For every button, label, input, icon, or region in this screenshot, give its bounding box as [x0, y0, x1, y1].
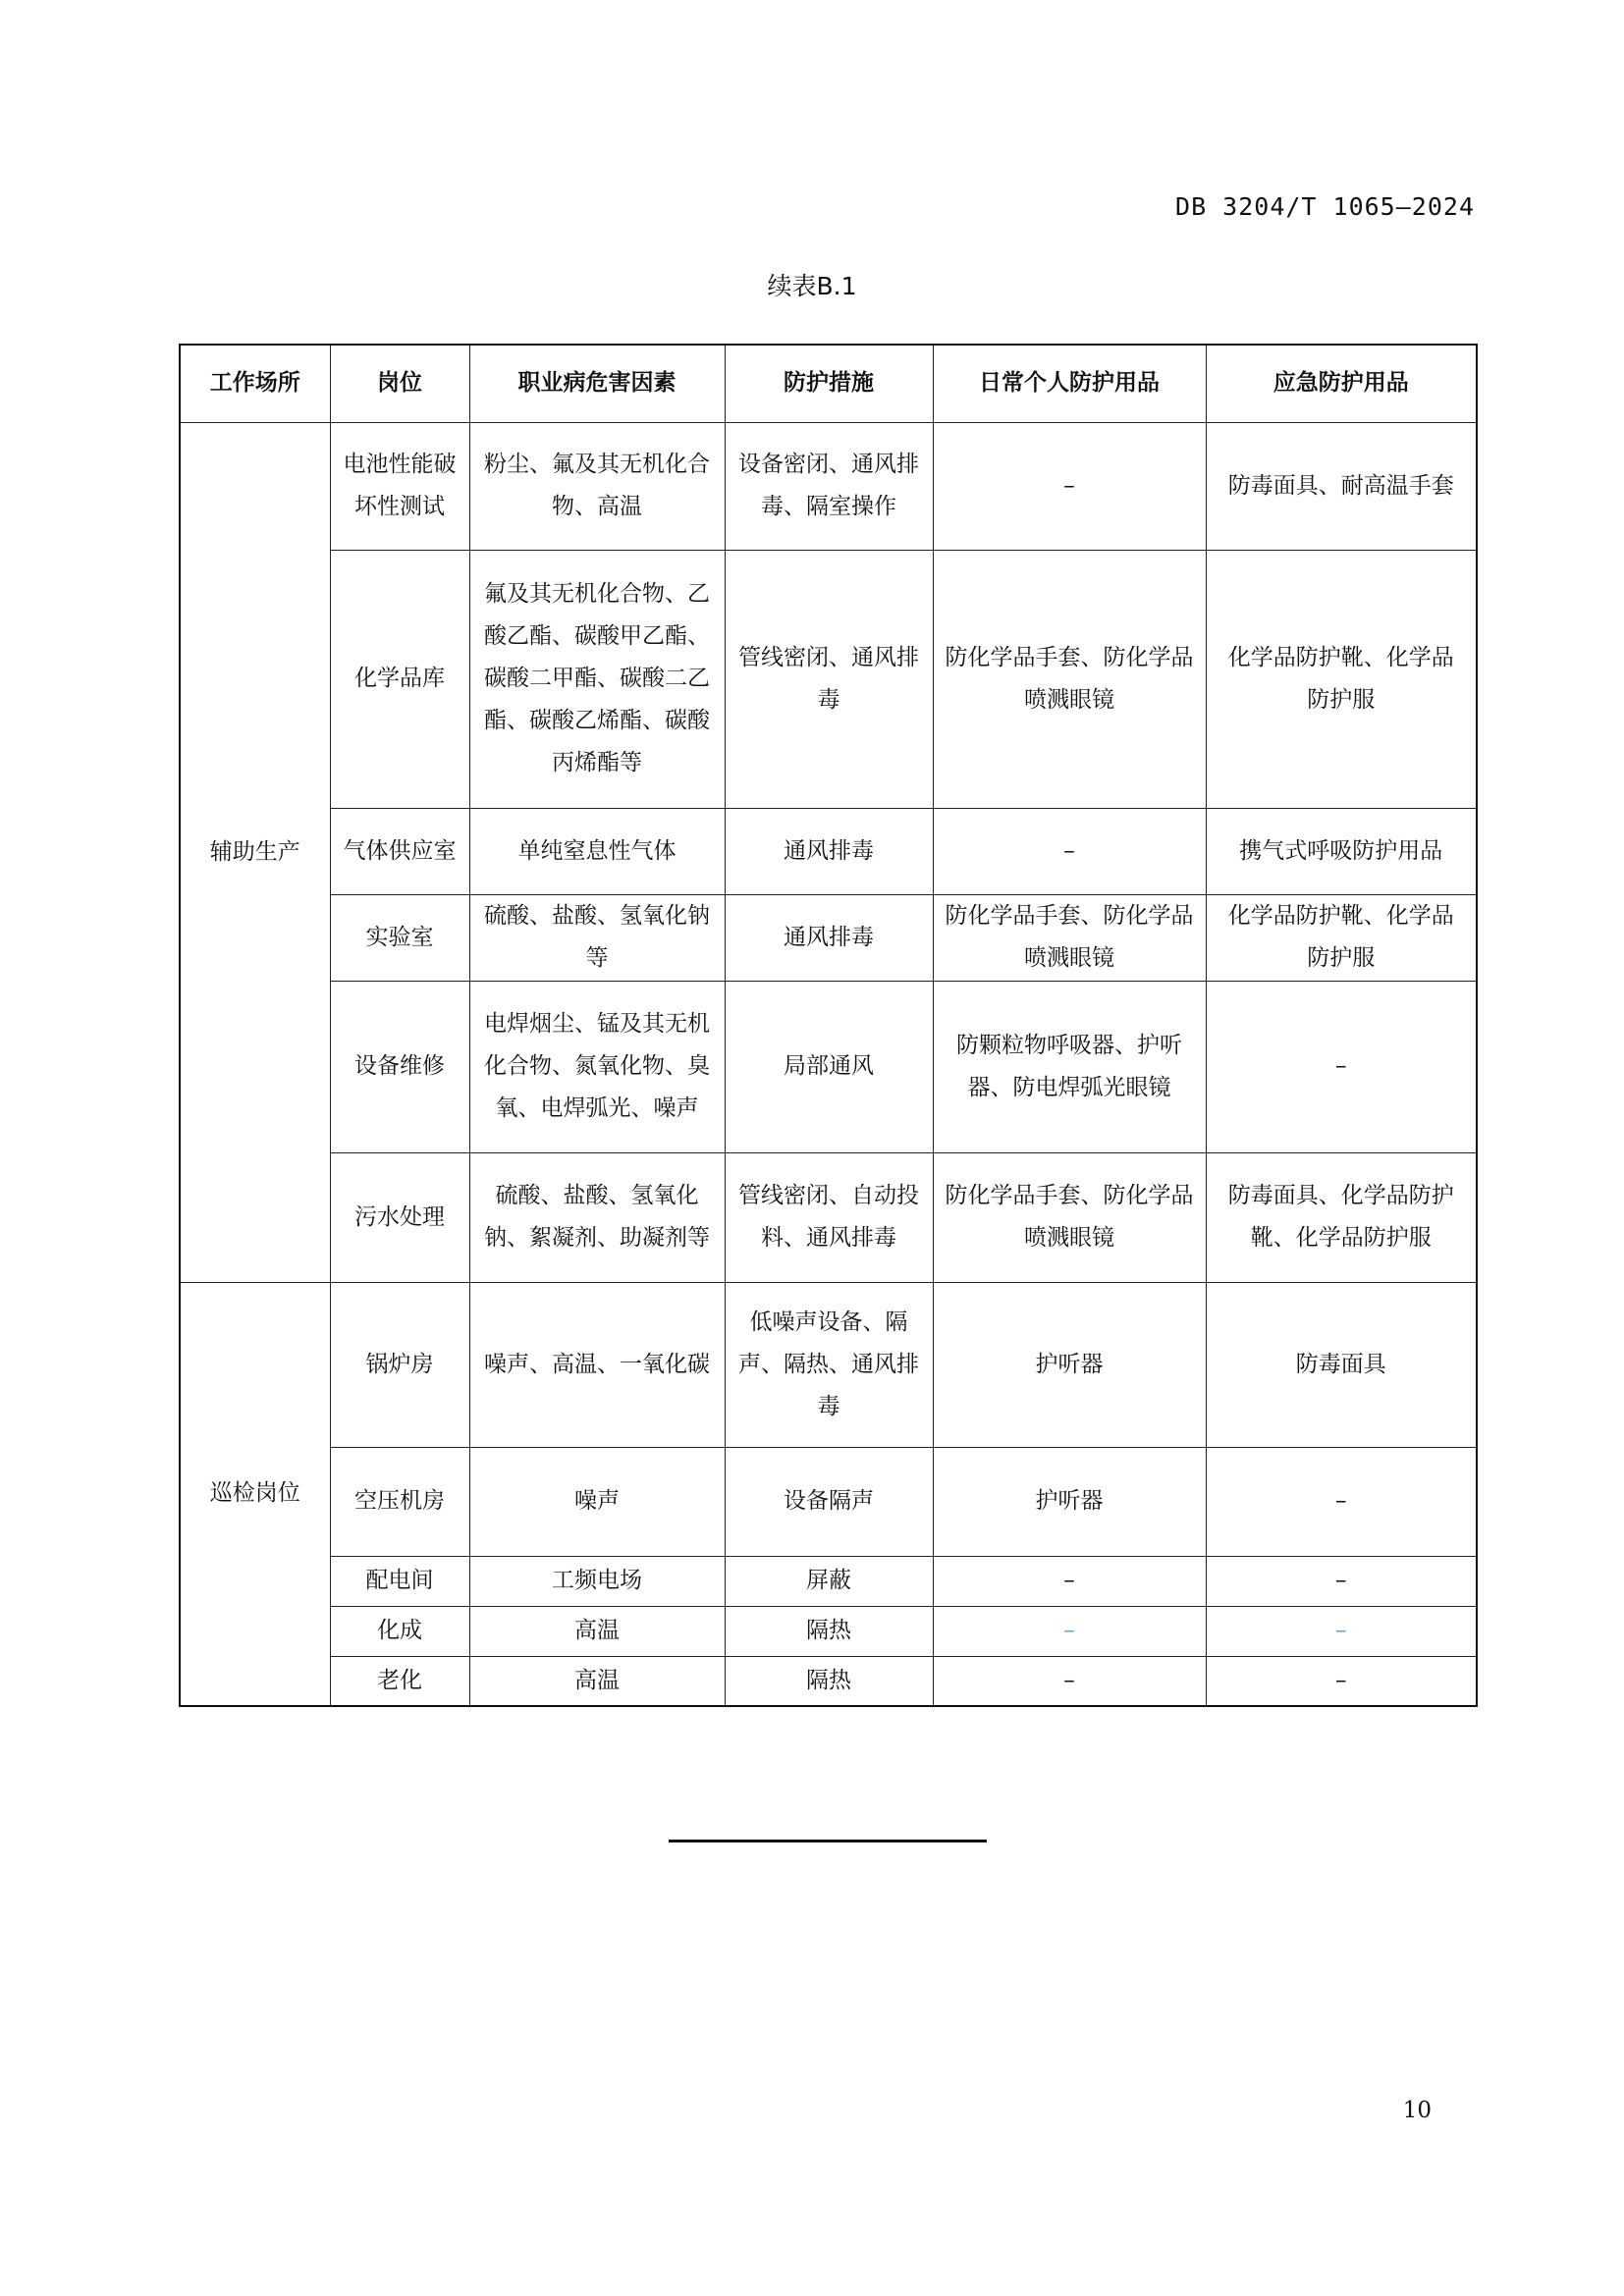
hazards-cell: 硫酸、盐酸、氢氧化钠等 — [469, 894, 725, 981]
emergency-ppe-cell: – — [1206, 1656, 1477, 1706]
emergency-ppe-cell: 化学品防护靴、化学品防护服 — [1206, 894, 1477, 981]
hazards-cell: 单纯窒息性气体 — [469, 808, 725, 894]
measures-cell: 隔热 — [725, 1656, 933, 1706]
page-number: 10 — [1402, 2098, 1432, 2123]
measures-cell: 设备密闭、通风排毒、隔室操作 — [725, 422, 933, 550]
emergency-ppe-cell: 防毒面具 — [1206, 1282, 1477, 1447]
post-cell: 气体供应室 — [330, 808, 469, 894]
post-cell: 配电间 — [330, 1556, 469, 1606]
table-row — [180, 422, 1477, 550]
column-header-emergency-ppe: 应急防护用品 — [1206, 345, 1477, 422]
emergency-ppe-cell: – — [1206, 1606, 1477, 1656]
measures-cell: 通风排毒 — [725, 894, 933, 981]
hazards-cell: 电焊烟尘、锰及其无机化合物、氮氧化物、臭氧、电焊弧光、噪声 — [469, 981, 725, 1152]
table-row — [180, 808, 1477, 894]
post-cell: 电池性能破坏性测试 — [330, 422, 469, 550]
measures-cell: 通风排毒 — [725, 808, 933, 894]
daily-ppe-cell: – — [933, 808, 1206, 894]
measures-cell: 隔热 — [725, 1606, 933, 1656]
column-header-measures: 防护措施 — [725, 345, 933, 422]
measures-cell: 低噪声设备、隔声、隔热、通风排毒 — [725, 1282, 933, 1447]
post-cell: 锅炉房 — [330, 1282, 469, 1447]
table-row — [180, 1606, 1477, 1656]
daily-ppe-cell: 护听器 — [933, 1447, 1206, 1556]
measures-cell: 设备隔声 — [725, 1447, 933, 1556]
daily-ppe-cell: – — [933, 1656, 1206, 1706]
workplace-cell: 巡检岗位 — [180, 1282, 330, 1706]
daily-ppe-cell: 防化学品手套、防化学品喷溅眼镜 — [933, 1152, 1206, 1282]
emergency-ppe-cell: 防毒面具、化学品防护靴、化学品防护服 — [1206, 1152, 1477, 1282]
emergency-ppe-cell: – — [1206, 981, 1477, 1152]
emergency-ppe-cell: 携气式呼吸防护用品 — [1206, 808, 1477, 894]
emergency-ppe-cell: – — [1206, 1556, 1477, 1606]
table-row — [180, 1656, 1477, 1706]
daily-ppe-cell: – — [933, 1556, 1206, 1606]
column-header-workplace: 工作场所 — [180, 345, 330, 422]
table-row — [180, 1447, 1477, 1556]
post-cell: 化学品库 — [330, 550, 469, 808]
post-cell: 化成 — [330, 1606, 469, 1656]
daily-ppe-cell: – — [933, 422, 1206, 550]
hazards-cell: 氟及其无机化合物、乙酸乙酯、碳酸甲乙酯、碳酸二甲酯、碳酸二乙酯、碳酸乙烯酯、碳酸丙烯酯等 — [469, 550, 725, 808]
measures-cell: 管线密闭、通风排毒 — [725, 550, 933, 808]
post-cell: 实验室 — [330, 894, 469, 981]
table-row — [180, 894, 1477, 981]
document-code: DB 3204/T 1065—2024 — [1175, 192, 1475, 221]
measures-cell: 局部通风 — [725, 981, 933, 1152]
table-row — [180, 981, 1477, 1152]
measures-cell: 屏蔽 — [725, 1556, 933, 1606]
emergency-ppe-cell: 化学品防护靴、化学品防护服 — [1206, 550, 1477, 808]
measures-cell: 管线密闭、自动投料、通风排毒 — [725, 1152, 933, 1282]
hazards-cell: 硫酸、盐酸、氢氧化钠、絮凝剂、助凝剂等 — [469, 1152, 725, 1282]
table-caption: 续表B.1 — [767, 272, 857, 300]
ppe-table — [179, 344, 1478, 1707]
post-cell: 设备维修 — [330, 981, 469, 1152]
table-row — [180, 1282, 1477, 1447]
emergency-ppe-cell: 防毒面具、耐高温手套 — [1206, 422, 1477, 550]
hazards-cell: 高温 — [469, 1606, 725, 1656]
table-row — [180, 1152, 1477, 1282]
table-row — [180, 1556, 1477, 1606]
post-cell: 空压机房 — [330, 1447, 469, 1556]
table-row — [180, 550, 1477, 808]
table-header-row — [180, 345, 1477, 422]
column-header-daily-ppe: 日常个人防护用品 — [933, 345, 1206, 422]
post-cell: 老化 — [330, 1656, 469, 1706]
daily-ppe-cell: 防颗粒物呼吸器、护听器、防电焊弧光眼镜 — [933, 981, 1206, 1152]
daily-ppe-cell: 护听器 — [933, 1282, 1206, 1447]
emergency-ppe-cell: – — [1206, 1447, 1477, 1556]
hazards-cell: 噪声、高温、一氧化碳 — [469, 1282, 725, 1447]
hazards-cell: 噪声 — [469, 1447, 725, 1556]
column-header-hazards: 职业病危害因素 — [469, 345, 725, 422]
daily-ppe-cell: – — [933, 1606, 1206, 1656]
daily-ppe-cell: 防化学品手套、防化学品喷溅眼镜 — [933, 550, 1206, 808]
end-of-table-rule — [669, 1840, 987, 1842]
workplace-cell: 辅助生产 — [180, 422, 330, 1282]
hazards-cell: 工频电场 — [469, 1556, 725, 1606]
hazards-cell: 高温 — [469, 1656, 725, 1706]
column-header-post: 岗位 — [330, 345, 469, 422]
hazards-cell: 粉尘、氟及其无机化合物、高温 — [469, 422, 725, 550]
daily-ppe-cell: 防化学品手套、防化学品喷溅眼镜 — [933, 894, 1206, 981]
post-cell: 污水处理 — [330, 1152, 469, 1282]
